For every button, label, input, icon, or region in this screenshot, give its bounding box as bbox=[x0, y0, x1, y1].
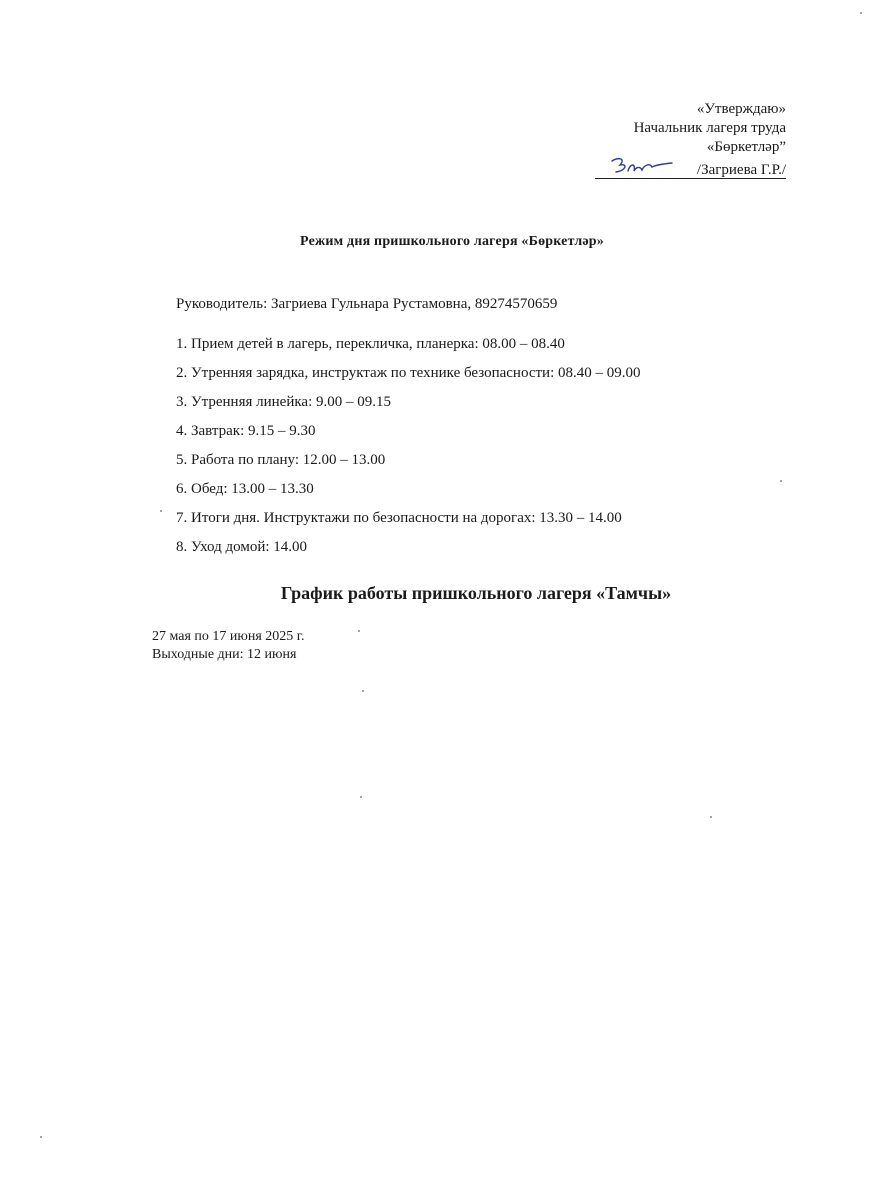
schedule-item: 4. Завтрак: 9.15 – 9.30 bbox=[176, 423, 316, 439]
approval-block bbox=[634, 100, 786, 181]
signature-line bbox=[634, 157, 786, 181]
camp-leader: Руководитель: Загриева Гульнара Рустамовна, 89274570659 bbox=[176, 296, 558, 312]
approval-position: Начальник лагеря труда bbox=[633, 120, 786, 136]
camp-period: 27 мая по 17 июня 2025 г. bbox=[152, 629, 305, 644]
scan-speck bbox=[40, 1136, 42, 1138]
schedule-item: 5. Работа по плану: 12.00 – 13.00 bbox=[176, 452, 386, 468]
scan-speck bbox=[358, 630, 360, 632]
schedule-item: 6. Обед: 13.00 – 13.30 bbox=[176, 481, 314, 497]
schedule-item: 3. Утренняя линейка: 9.00 – 09.15 bbox=[176, 394, 391, 410]
scan-speck bbox=[860, 12, 862, 14]
scan-speck bbox=[780, 480, 782, 482]
schedule-item: 2. Утренняя зарядка, инструктаж по технике безопасности: 08.40 – 09.00 bbox=[176, 365, 641, 381]
work-schedule-title: График работы пришкольного лагеря «Тамчы» bbox=[280, 583, 672, 603]
schedule-item: 1. Прием детей в лагерь, перекличка, планерка: 08.00 – 08.40 bbox=[176, 336, 565, 352]
schedule-item: 8. Уход домой: 14.00 bbox=[176, 539, 308, 555]
scan-speck bbox=[160, 510, 162, 512]
approval-camp-name: «Бөркетләр” bbox=[706, 139, 786, 155]
daily-schedule-list bbox=[176, 336, 641, 568]
schedule-item: 7. Итоги дня. Инструктажи по безопасности на дорогах: 13.30 – 14.00 bbox=[176, 510, 622, 526]
scan-speck bbox=[362, 690, 364, 692]
scan-speck bbox=[710, 816, 712, 818]
signature-underline bbox=[595, 178, 786, 179]
work-schedule-dates bbox=[152, 628, 304, 664]
days-off: Выходные дни: 12 июня bbox=[152, 647, 297, 662]
approval-heading: «Утверждаю» bbox=[696, 101, 786, 117]
approver-name: /Загриева Г.Р./ bbox=[696, 162, 786, 178]
scan-speck bbox=[360, 796, 362, 798]
daily-routine-title: Режим дня пришкольного лагеря «Бөркетләр» bbox=[300, 234, 604, 249]
